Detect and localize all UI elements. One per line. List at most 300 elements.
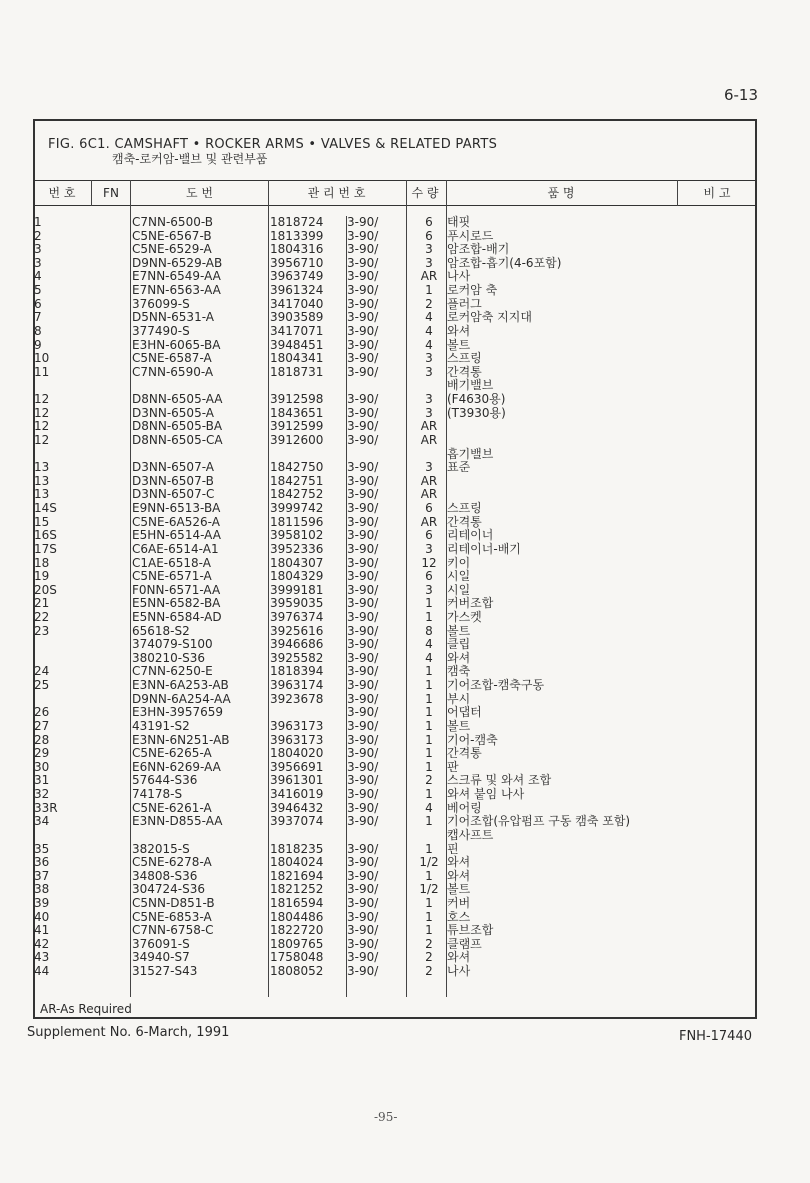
row-description: 스프링 xyxy=(447,501,482,516)
row-quantity: 12 xyxy=(421,555,437,570)
row-management-number: 3923678 xyxy=(270,691,324,706)
row-date: 3-90/ xyxy=(347,228,379,243)
table-row xyxy=(33,502,757,516)
row-management-number: 1804307 xyxy=(270,555,324,570)
row-description: 기어-캠축 xyxy=(447,732,498,747)
row-item-no: 17S xyxy=(34,541,57,556)
row-part-number: F0NN-6571-AA xyxy=(132,582,221,597)
row-quantity: 3 xyxy=(425,582,433,597)
row-item-no: 9 xyxy=(34,337,42,352)
row-description: 베어링 xyxy=(447,800,482,815)
row-description: 판 xyxy=(447,759,459,774)
row-quantity: 1 xyxy=(425,596,433,611)
row-management-number: 1811596 xyxy=(270,514,324,529)
row-description: 커버 xyxy=(447,896,471,910)
table-header xyxy=(33,180,757,206)
row-item-no: 10 xyxy=(34,351,50,366)
table-row xyxy=(33,570,757,584)
row-quantity: 1 xyxy=(425,841,433,856)
row-management-number: 3912599 xyxy=(270,419,324,434)
row-item-no: 15 xyxy=(34,514,50,529)
table-row xyxy=(33,475,757,489)
row-item-no: 40 xyxy=(34,909,50,924)
table-row xyxy=(33,883,757,897)
row-date: 3-90/ xyxy=(347,759,379,774)
table-row xyxy=(33,584,757,598)
row-date: 3-90/ xyxy=(347,460,379,475)
row-item-no: 3 xyxy=(34,255,42,270)
row-management-number: 3416019 xyxy=(270,787,324,802)
row-part-number: D9NN-6529-AB xyxy=(132,255,223,270)
row-quantity: 1 xyxy=(425,678,433,693)
row-date: 3-90/ xyxy=(347,296,379,311)
table-row xyxy=(33,488,757,502)
row-management-number: 3925616 xyxy=(270,623,324,638)
row-part-number: E3NN-6A253-AB xyxy=(132,678,229,693)
row-date: 3-90/ xyxy=(347,337,379,352)
table-row xyxy=(33,366,757,380)
row-item-no: 21 xyxy=(34,596,50,611)
row-date: 3-90/ xyxy=(347,487,379,502)
row-date: 3-90/ xyxy=(347,609,379,624)
row-date: 3-90/ xyxy=(347,787,379,802)
table-row xyxy=(33,529,757,543)
row-quantity: 8 xyxy=(425,623,433,638)
row-part-number: D8NN-6505-CA xyxy=(132,432,223,447)
row-item-no: 26 xyxy=(34,705,50,720)
row-description: 태핏 xyxy=(447,215,471,229)
row-description: 가스켓 xyxy=(447,609,482,624)
row-part-number: E6NN-6269-AA xyxy=(132,759,221,774)
table-row xyxy=(33,284,757,298)
row-part-number: E3NN-D855-AA xyxy=(132,814,223,829)
header-fn: FN xyxy=(103,186,119,200)
row-quantity: 1/2 xyxy=(419,855,439,870)
row-description: 캠축 xyxy=(447,664,471,679)
row-description: 와셔 xyxy=(447,950,471,965)
row-management-number: 3961324 xyxy=(270,283,324,298)
row-quantity: 1 xyxy=(425,868,433,883)
row-quantity: 6 xyxy=(425,528,433,543)
row-part-number: C5NE-6A526-A xyxy=(132,514,220,529)
row-description: 커버조합 xyxy=(447,596,494,611)
row-part-number: D3NN-6507-C xyxy=(132,487,215,502)
table-row xyxy=(33,311,757,325)
row-date: 3-90/ xyxy=(347,800,379,815)
row-quantity: 1 xyxy=(425,746,433,761)
row-part-number: C5NE-6567-B xyxy=(132,228,212,243)
row-date: 3-90/ xyxy=(347,269,379,284)
table-row xyxy=(33,257,757,271)
row-management-number: 3999742 xyxy=(270,501,324,516)
row-date: 3-90/ xyxy=(347,814,379,829)
row-part-number: C6AE-6514-A1 xyxy=(132,541,219,556)
row-management-number: 3976374 xyxy=(270,609,324,624)
row-item-no: 31 xyxy=(34,773,50,788)
row-date: 3-90/ xyxy=(347,501,379,516)
figure-title-korean: 캠축-로커암-밸브 및 관련부품 xyxy=(112,152,268,166)
table-row xyxy=(33,638,757,652)
row-management-number: 1821252 xyxy=(270,882,324,897)
row-part-number: 31527-S43 xyxy=(132,964,198,979)
row-management-number: 3912600 xyxy=(270,432,324,447)
row-management-number: 3946686 xyxy=(270,637,324,652)
row-management-number: 1818235 xyxy=(270,841,324,856)
row-date: 3-90/ xyxy=(347,364,379,379)
row-part-number: E9NN-6513-BA xyxy=(132,501,221,516)
row-description: 스프링 xyxy=(447,351,482,366)
table-row xyxy=(33,270,757,284)
header-mgmt-no: 관 리 번 호 xyxy=(307,186,366,200)
row-part-number: E7NN-6549-AA xyxy=(132,269,221,284)
table-row xyxy=(33,352,757,366)
row-quantity: 4 xyxy=(425,337,433,352)
row-management-number: 1842751 xyxy=(270,473,324,488)
row-item-no: 4 xyxy=(34,269,42,284)
row-management-number: 3946432 xyxy=(270,800,324,815)
table-row xyxy=(33,611,757,625)
row-quantity: 1 xyxy=(425,923,433,938)
row-date: 3-90/ xyxy=(347,215,379,229)
document-code: FNH-17440 xyxy=(678,1029,752,1044)
row-quantity: 4 xyxy=(425,650,433,665)
row-part-number: C5NE-6853-A xyxy=(132,909,212,924)
row-part-number: C5NE-6265-A xyxy=(132,746,212,761)
row-management-number: 1842752 xyxy=(270,487,324,502)
row-item-no: 42 xyxy=(34,936,50,951)
row-description: 간격통 xyxy=(447,746,482,761)
row-part-number: E5HN-6514-AA xyxy=(132,528,221,543)
row-management-number: 1804024 xyxy=(270,855,324,870)
table-row xyxy=(33,407,757,421)
row-management-number: 1818724 xyxy=(270,215,324,229)
table-row xyxy=(33,679,757,693)
table-row xyxy=(33,243,757,257)
row-item-no: 23 xyxy=(34,623,50,638)
row-management-number: 3952336 xyxy=(270,541,324,556)
row-quantity: 6 xyxy=(425,215,433,229)
table-row xyxy=(33,774,757,788)
table-row xyxy=(33,339,757,353)
table-row xyxy=(33,951,757,965)
row-management-number: 3956691 xyxy=(270,759,324,774)
row-date: 3-90/ xyxy=(347,841,379,856)
row-quantity: AR xyxy=(420,473,438,488)
row-part-number: 376091-S xyxy=(132,936,190,951)
row-item-no: 30 xyxy=(34,759,50,774)
row-quantity: 1 xyxy=(425,909,433,924)
col-divider xyxy=(677,180,678,206)
row-item-no: 11 xyxy=(34,364,50,379)
row-quantity: 3 xyxy=(425,255,433,270)
row-management-number: 1842750 xyxy=(270,460,324,475)
row-management-number: 3999181 xyxy=(270,582,324,597)
row-part-number: C5NE-6571-A xyxy=(132,569,212,584)
row-date: 3-90/ xyxy=(347,923,379,938)
row-description: (T3930용) xyxy=(447,405,506,420)
row-item-no: 5 xyxy=(34,283,42,298)
row-description: 키이 xyxy=(447,555,471,570)
row-item-no: 44 xyxy=(34,964,50,979)
row-item-no: 12 xyxy=(34,432,50,447)
row-item-no: 2 xyxy=(34,228,42,243)
page-number: 6-13 xyxy=(723,86,758,104)
row-date: 3-90/ xyxy=(347,896,379,910)
row-quantity: 6 xyxy=(425,569,433,584)
row-part-number: E7NN-6563-AA xyxy=(132,283,221,298)
row-management-number: 3963174 xyxy=(270,678,324,693)
table-row xyxy=(33,298,757,312)
row-description: 나사 xyxy=(447,269,471,284)
row-description: 볼트 xyxy=(447,337,471,352)
row-part-number: D3NN-6507-A xyxy=(132,460,214,475)
row-item-no: 20S xyxy=(34,582,57,597)
row-management-number: 3959035 xyxy=(270,596,324,611)
row-description: 와셔 붙임 나사 xyxy=(447,787,525,802)
row-description: 스크류 및 와셔 조합 xyxy=(447,773,552,788)
table-row xyxy=(33,325,757,339)
row-description: 간격통 xyxy=(447,514,482,529)
row-quantity: 3 xyxy=(425,242,433,257)
row-description: 클립 xyxy=(447,637,471,652)
table-row xyxy=(33,448,757,462)
row-part-number: 57644-S36 xyxy=(132,773,198,788)
row-date: 3-90/ xyxy=(347,746,379,761)
row-description: 흡기밸브 xyxy=(447,446,494,461)
row-item-no: 41 xyxy=(34,923,50,938)
row-description: 튜브조합 xyxy=(447,923,494,938)
row-management-number: 3925582 xyxy=(270,650,324,665)
row-date: 3-90/ xyxy=(347,664,379,679)
row-management-number: 3417040 xyxy=(270,296,324,311)
table-row xyxy=(33,543,757,557)
row-quantity: 1 xyxy=(425,609,433,624)
row-quantity: 3 xyxy=(425,364,433,379)
row-item-no: 37 xyxy=(34,868,50,883)
row-management-number: 1758048 xyxy=(270,950,324,965)
row-part-number: E5NN-6582-BA xyxy=(132,596,221,611)
row-date: 3-90/ xyxy=(347,868,379,883)
row-part-number: C5NE-6278-A xyxy=(132,855,212,870)
table-row xyxy=(33,788,757,802)
table-row xyxy=(33,856,757,870)
row-item-no: 39 xyxy=(34,896,50,910)
row-quantity: 4 xyxy=(425,310,433,325)
row-date: 3-90/ xyxy=(347,855,379,870)
row-item-no: 34 xyxy=(34,814,50,829)
row-management-number: 1818731 xyxy=(270,364,324,379)
row-description: 푸시로드 xyxy=(447,228,494,243)
row-date: 3-90/ xyxy=(347,950,379,965)
row-date: 3-90/ xyxy=(347,637,379,652)
row-management-number: 1843651 xyxy=(270,405,324,420)
row-management-number: 1818394 xyxy=(270,664,324,679)
row-item-no: 13 xyxy=(34,473,50,488)
row-description: 암조합-배기 xyxy=(447,242,510,257)
row-quantity: 1 xyxy=(425,732,433,747)
row-item-no: 18 xyxy=(34,555,50,570)
table-row xyxy=(33,461,757,475)
row-item-no: 43 xyxy=(34,950,50,965)
table-row xyxy=(33,625,757,639)
table-row xyxy=(33,720,757,734)
table-row xyxy=(33,393,757,407)
row-description: 볼트 xyxy=(447,718,471,733)
row-item-no: 1 xyxy=(34,215,42,229)
table-row xyxy=(33,897,757,911)
row-management-number: 3963749 xyxy=(270,269,324,284)
row-part-number: D3NN-6505-A xyxy=(132,405,214,420)
row-quantity: 2 xyxy=(425,936,433,951)
table-row xyxy=(33,557,757,571)
row-item-no: 13 xyxy=(34,487,50,502)
row-quantity: 1 xyxy=(425,759,433,774)
row-part-number: D8NN-6505-AA xyxy=(132,392,223,407)
table-row xyxy=(33,652,757,666)
table-row xyxy=(33,965,757,979)
row-item-no: 3 xyxy=(34,242,42,257)
table-row xyxy=(33,597,757,611)
row-date: 3-90/ xyxy=(347,569,379,584)
row-quantity: 3 xyxy=(425,460,433,475)
row-quantity: 1 xyxy=(425,814,433,829)
row-part-number: 377490-S xyxy=(132,323,190,338)
row-date: 3-90/ xyxy=(347,255,379,270)
table-row xyxy=(33,802,757,816)
row-date: 3-90/ xyxy=(347,718,379,733)
row-date: 3-90/ xyxy=(347,555,379,570)
row-date: 3-90/ xyxy=(347,705,379,720)
row-quantity: AR xyxy=(420,419,438,434)
row-quantity: AR xyxy=(420,269,438,284)
table-row xyxy=(33,379,757,393)
row-management-number: 3961301 xyxy=(270,773,324,788)
row-part-number: C5NE-6261-A xyxy=(132,800,212,815)
row-management-number: 1804486 xyxy=(270,909,324,924)
row-management-number: 3937074 xyxy=(270,814,324,829)
row-quantity: 1 xyxy=(425,718,433,733)
row-part-number: C5NN-D851-B xyxy=(132,896,215,910)
row-description: 표준 xyxy=(447,460,471,475)
row-part-number: 34808-S36 xyxy=(132,868,198,883)
row-quantity: 1 xyxy=(425,787,433,802)
row-date: 3-90/ xyxy=(347,419,379,434)
row-quantity: 2 xyxy=(425,773,433,788)
header-no: 번 호 xyxy=(48,186,76,200)
row-management-number: 3903589 xyxy=(270,310,324,325)
row-part-number: 65618-S2 xyxy=(132,623,190,638)
footnote: AR-As Required xyxy=(40,1002,132,1016)
row-part-number: 74178-S xyxy=(132,787,183,802)
row-quantity: 1 xyxy=(425,664,433,679)
row-part-number: C7NN-6590-A xyxy=(132,364,214,379)
row-description: 볼트 xyxy=(447,623,471,638)
row-description: 리테이너 xyxy=(447,528,494,543)
row-description: 볼트 xyxy=(447,882,471,897)
row-date: 3-90/ xyxy=(347,242,379,257)
row-description: 시일 xyxy=(447,582,471,597)
row-description: 리테이너-배기 xyxy=(447,541,521,556)
row-part-number: 382015-S xyxy=(132,841,190,856)
header-remarks: 비 고 xyxy=(703,186,731,200)
row-item-no: 33R xyxy=(34,800,58,815)
col-divider xyxy=(91,180,92,206)
row-item-no: 25 xyxy=(34,678,50,693)
row-description: 간격통 xyxy=(447,364,482,379)
supplement-label: Supplement No. 6-March, 1991 xyxy=(27,1025,230,1040)
row-quantity: 1 xyxy=(425,896,433,910)
row-quantity: 1 xyxy=(425,691,433,706)
row-management-number: 1804341 xyxy=(270,351,324,366)
row-date: 3-90/ xyxy=(347,623,379,638)
row-quantity: 1 xyxy=(425,283,433,298)
row-part-number: 34940-S7 xyxy=(132,950,190,965)
row-date: 3-90/ xyxy=(347,936,379,951)
row-quantity: 4 xyxy=(425,637,433,652)
header-part-no: 도 번 xyxy=(186,186,213,200)
row-date: 3-90/ xyxy=(347,732,379,747)
row-description: 와셔 xyxy=(447,868,471,883)
row-description: 시일 xyxy=(447,569,471,584)
row-quantity: AR xyxy=(420,514,438,529)
row-date: 3-90/ xyxy=(347,541,379,556)
row-item-no: 28 xyxy=(34,732,50,747)
table-row xyxy=(33,911,757,925)
table-row xyxy=(33,761,757,775)
table-row xyxy=(33,815,757,829)
row-date: 3-90/ xyxy=(347,964,379,979)
row-part-number: C7NN-6250-E xyxy=(132,664,213,679)
row-part-number: E3NN-6N251-AB xyxy=(132,732,230,747)
table-row xyxy=(33,706,757,720)
table-row xyxy=(33,924,757,938)
row-management-number: 3963173 xyxy=(270,718,324,733)
row-part-number: E3HN-3957659 xyxy=(132,705,223,720)
row-date: 3-90/ xyxy=(347,392,379,407)
row-management-number: 1809765 xyxy=(270,936,324,951)
row-date: 3-90/ xyxy=(347,432,379,447)
row-date: 3-90/ xyxy=(347,650,379,665)
row-description: 와셔 xyxy=(447,855,471,870)
table-row xyxy=(33,434,757,448)
row-part-number: E5NN-6584-AD xyxy=(132,609,222,624)
row-date: 3-90/ xyxy=(347,882,379,897)
row-item-no: 14S xyxy=(34,501,57,516)
row-part-number: 304724-S36 xyxy=(132,882,206,897)
row-part-number: D8NN-6505-BA xyxy=(132,419,223,434)
row-quantity: 1/2 xyxy=(419,882,439,897)
row-item-no: 24 xyxy=(34,664,50,679)
table-row xyxy=(33,420,757,434)
row-item-no: 7 xyxy=(34,310,42,325)
row-quantity: 6 xyxy=(425,501,433,516)
row-part-number: C5NE-6587-A xyxy=(132,351,212,366)
row-management-number: 1822720 xyxy=(270,923,324,938)
row-item-no: 27 xyxy=(34,718,50,733)
row-quantity: 1 xyxy=(425,705,433,720)
row-date: 3-90/ xyxy=(347,405,379,420)
row-part-number: 380210-S36 xyxy=(132,650,206,665)
row-management-number: 1804020 xyxy=(270,746,324,761)
row-item-no: 36 xyxy=(34,855,50,870)
row-management-number: 1816594 xyxy=(270,896,324,910)
row-item-no: 12 xyxy=(34,419,50,434)
row-date: 3-90/ xyxy=(347,351,379,366)
row-description: 플러그 xyxy=(447,296,482,311)
row-management-number: 3963173 xyxy=(270,732,324,747)
row-description: 호스 xyxy=(447,909,471,924)
row-description: 와셔 xyxy=(447,323,471,338)
